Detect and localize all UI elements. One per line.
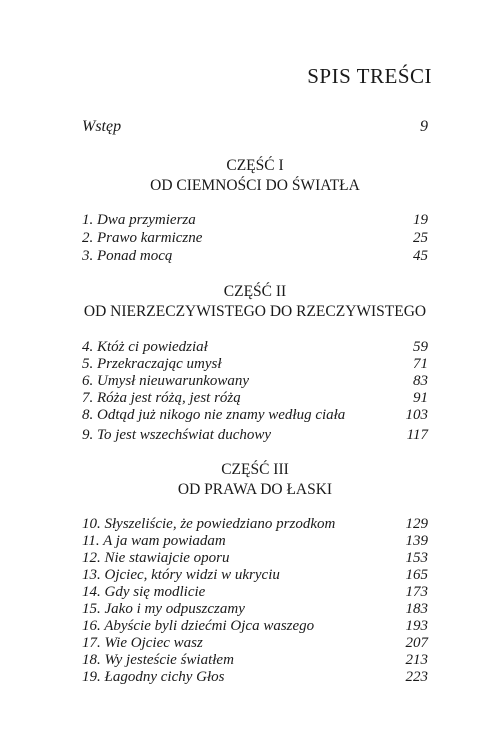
- entry-label: 9. To jest wszechświat duchowy: [82, 427, 272, 443]
- part-2-number: CZĘŚĆ II: [223, 283, 287, 300]
- toc-entry: [82, 584, 428, 601]
- toc-entry: [82, 601, 428, 618]
- toc-title: SPIS TREŚCI: [307, 64, 432, 88]
- entry-label: 7. Róża jest różą, jest różą: [82, 390, 241, 406]
- toc-entry: [82, 339, 428, 356]
- toc-entry: [82, 516, 428, 533]
- entry-page: 139: [405, 533, 428, 549]
- entry-label: 2. Prawo karmiczne: [82, 230, 203, 246]
- entry-label: 17. Wie Ojciec wasz: [82, 635, 203, 651]
- entry-page: 129: [405, 516, 428, 532]
- entry-page: 83: [413, 373, 428, 389]
- entry-label: 16. Abyście byli dziećmi Ojca waszego: [82, 618, 315, 634]
- entry-label: 3. Ponad mocą: [82, 248, 173, 264]
- entry-page: 173: [405, 584, 428, 600]
- toc-entry: [82, 212, 428, 229]
- entry-page: 213: [405, 652, 428, 668]
- toc-entry: [82, 669, 428, 686]
- entry-label: Wstęp: [82, 118, 122, 135]
- toc-entry: [82, 635, 428, 652]
- entry-label: 10. Słyszeliście, że powiedziano przodkom: [82, 516, 336, 532]
- entry-label: 18. Wy jesteście światłem: [82, 652, 234, 668]
- entry-page: 45: [413, 248, 428, 264]
- entry-label: 19. Łagodny cichy Głos: [82, 669, 225, 685]
- entry-page: 59: [413, 339, 428, 355]
- toc-entry: [82, 248, 428, 265]
- entry-page: 103: [405, 407, 428, 423]
- entry-page: 183: [405, 601, 428, 617]
- toc-entry: [82, 356, 428, 373]
- entry-page: 19: [413, 212, 428, 228]
- entry-page: 71: [413, 356, 428, 372]
- toc-entry: [82, 533, 428, 550]
- entry-label: 11. A ja wam powiadam: [82, 533, 226, 549]
- toc-entry: [82, 230, 428, 247]
- entry-page: 117: [406, 427, 428, 443]
- part-3-name: OD PRAWA DO ŁASKI: [177, 481, 333, 498]
- entry-page: 25: [413, 230, 428, 246]
- entry-page: 91: [413, 390, 428, 406]
- entry-page: 9: [420, 118, 428, 135]
- entry-page: 165: [405, 567, 428, 583]
- toc-entry: [82, 390, 428, 407]
- toc-entry: [82, 407, 428, 424]
- toc-entry: [82, 373, 428, 390]
- entry-label: 13. Ojciec, który widzi w ukryciu: [82, 567, 280, 583]
- entry-page: 153: [405, 550, 428, 566]
- entry-label: 5. Przekraczając umysł: [82, 356, 222, 372]
- toc-entry: [82, 550, 428, 567]
- toc-entry-intro: [82, 118, 428, 135]
- toc-entry: [82, 618, 428, 635]
- entry-label: 6. Umysł nieuwarunkowany: [82, 373, 250, 389]
- entry-label: 12. Nie stawiajcie oporu: [82, 550, 230, 566]
- entry-label: 14. Gdy się modlicie: [82, 584, 206, 600]
- toc-entry: [82, 427, 428, 444]
- entry-page: 193: [405, 618, 428, 634]
- entry-page: 223: [405, 669, 428, 685]
- toc-entry: [82, 652, 428, 669]
- part-3-number: CZĘŚĆ III: [221, 461, 289, 478]
- entry-label: 15. Jako i my odpuszczamy: [82, 601, 245, 617]
- entry-label: 4. Któż ci powiedział: [82, 339, 208, 355]
- part-1-name: OD CIEMNOŚCI DO ŚWIATŁA: [150, 177, 360, 194]
- part-2-name: OD NIERZECZYWISTEGO DO RZECZYWISTEGO: [83, 303, 427, 320]
- toc-entry: [82, 567, 428, 584]
- entry-page: 207: [405, 635, 428, 651]
- entry-label: 8. Odtąd już nikogo nie znamy według ciała: [82, 407, 346, 423]
- entry-label: 1. Dwa przymierza: [82, 212, 196, 228]
- part-1-number: CZĘŚĆ I: [226, 157, 284, 174]
